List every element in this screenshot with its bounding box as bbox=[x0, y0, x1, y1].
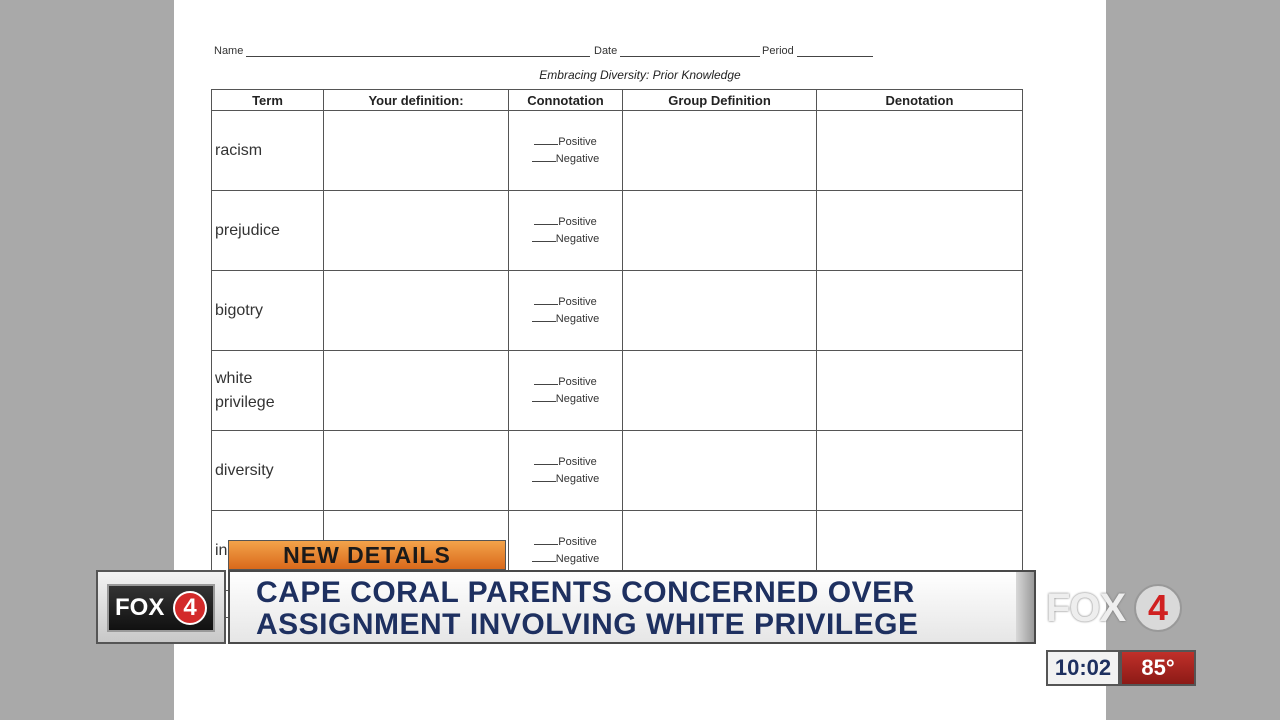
denotation-cell bbox=[817, 431, 1023, 511]
date-blank bbox=[620, 44, 760, 57]
date-label: Date bbox=[594, 45, 618, 57]
definition-cell bbox=[324, 111, 509, 191]
column-header: Denotation bbox=[817, 90, 1023, 111]
date-field bbox=[594, 44, 760, 57]
fox4-logo-icon: FOX 4 bbox=[107, 584, 215, 632]
group-definition-cell bbox=[623, 191, 817, 271]
headline-banner bbox=[228, 570, 1036, 644]
new-details-tag: NEW DETAILS bbox=[228, 540, 506, 570]
group-definition-cell bbox=[623, 271, 817, 351]
term-cell: white privilege bbox=[212, 351, 324, 431]
group-definition-cell bbox=[623, 431, 817, 511]
table-row bbox=[212, 351, 1023, 431]
term-cell: prejudice bbox=[212, 191, 324, 271]
lower-third-logo bbox=[96, 570, 226, 644]
definition-cell bbox=[324, 191, 509, 271]
period-field bbox=[762, 44, 873, 57]
denotation-cell bbox=[817, 191, 1023, 271]
table-row bbox=[212, 191, 1023, 271]
term-cell: bigotry bbox=[212, 271, 324, 351]
time-display: 10:02 bbox=[1046, 650, 1120, 686]
denotation-cell bbox=[817, 111, 1023, 191]
table-header-row bbox=[212, 90, 1023, 111]
connotation-cell: Positive Negative bbox=[509, 351, 623, 431]
connotation-cell: Positive Negative bbox=[509, 511, 623, 591]
term-cell: in bbox=[212, 511, 324, 591]
period-blank bbox=[797, 44, 873, 57]
connotation-cell: Positive Negative bbox=[509, 191, 623, 271]
worksheet-table bbox=[211, 89, 1023, 618]
term-cell: racism bbox=[212, 111, 324, 191]
period-label: Period bbox=[762, 45, 794, 57]
column-header: Group Definition bbox=[623, 90, 817, 111]
denotation-cell bbox=[817, 271, 1023, 351]
denotation-cell bbox=[817, 351, 1023, 431]
connotation-cell: Positive Negative bbox=[509, 111, 623, 191]
station-bug-icon: FOX 4 bbox=[1046, 584, 1186, 632]
column-header: Your definition: bbox=[324, 90, 509, 111]
definition-cell bbox=[324, 431, 509, 511]
group-definition-cell bbox=[623, 111, 817, 191]
connotation-cell: Positive Negative bbox=[509, 431, 623, 511]
table-row bbox=[212, 111, 1023, 191]
table-row bbox=[212, 271, 1023, 351]
name-label: Name bbox=[214, 45, 244, 57]
table-row bbox=[212, 431, 1023, 511]
temperature-display: 85° bbox=[1120, 650, 1196, 686]
connotation-cell: Positive Negative bbox=[509, 271, 623, 351]
headline-line-1: CAPE CORAL PARENTS CONCERNED OVER bbox=[256, 576, 915, 609]
column-header: Term bbox=[212, 90, 324, 111]
worksheet-title: Embracing Diversity: Prior Knowledge bbox=[539, 68, 741, 82]
group-definition-cell bbox=[623, 351, 817, 431]
name-field bbox=[214, 44, 590, 57]
column-header: Connotation bbox=[509, 90, 623, 111]
term-cell: diversity bbox=[212, 431, 324, 511]
definition-cell bbox=[324, 271, 509, 351]
headline-line-2: ASSIGNMENT INVOLVING WHITE PRIVILEGE bbox=[256, 608, 919, 641]
banner-accent bbox=[1016, 572, 1034, 642]
definition-cell bbox=[324, 351, 509, 431]
name-blank bbox=[246, 44, 590, 57]
